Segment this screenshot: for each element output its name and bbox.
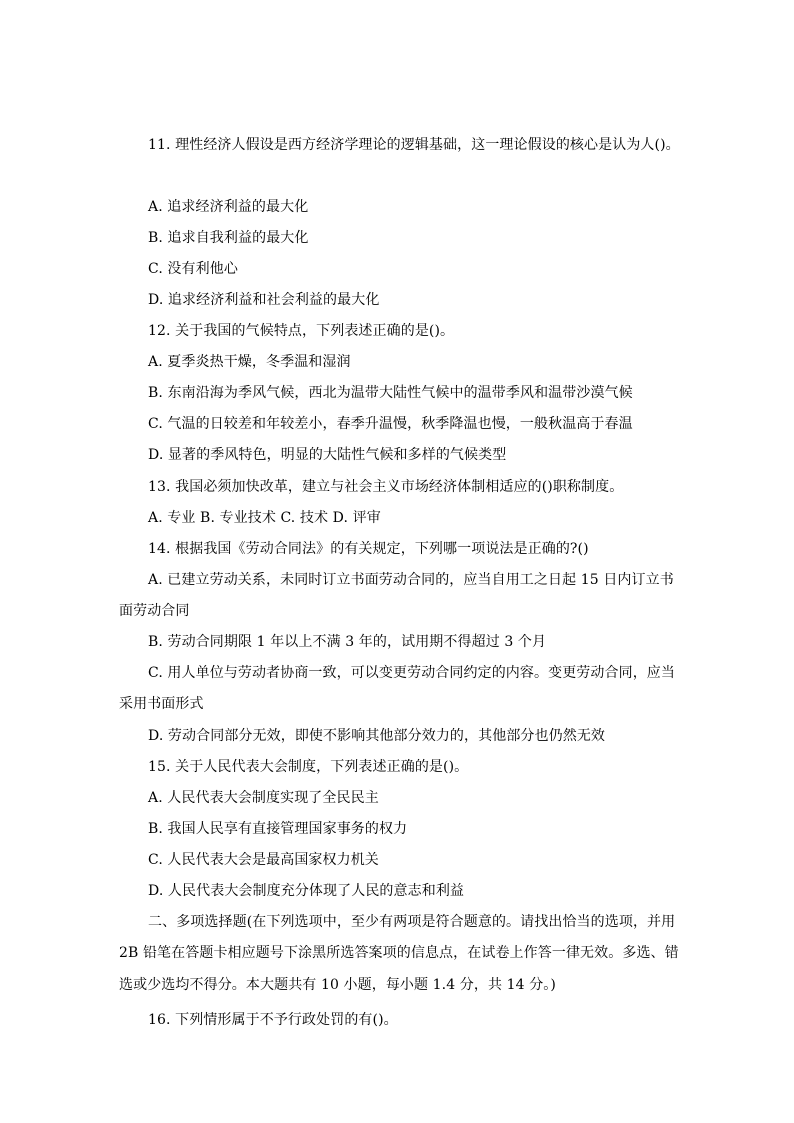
question-12-option-c: C. 气温的日较差和年较差小，春季升温慢，秋季降温也慢，一般秋温高于春温 (148, 416, 633, 432)
question-11-stem: 11. 理性经济人假设是西方经济学理论的逻辑基础，这一理论假设的核心是认为人()。 (148, 137, 680, 153)
question-15-option-c: C. 人民代表大会是最高国家权力机关 (148, 852, 379, 868)
question-12-option-b: B. 东南沿海为季风气候，西北为温带大陆性气候中的温带季风和温带沙漠气候 (148, 385, 633, 401)
question-13-options: A. 专业 B. 专业技术 C. 技术 D. 评审 (148, 510, 381, 526)
question-15-option-a: A. 人民代表大会制度实现了全民民主 (148, 790, 379, 806)
question-11-option-a: A. 追求经济利益的最大化 (148, 199, 309, 215)
question-12-stem: 12. 关于我国的气候特点，下列表述正确的是()。 (148, 323, 455, 339)
question-14-option-d: D. 劳动合同部分无效，即使不影响其他部分效力的，其他部分也仍然无效 (148, 728, 606, 744)
question-14-option-a-continued: 面劳动合同 (119, 603, 190, 619)
question-15-option-b: B. 我国人民享有直接管理国家事务的权力 (148, 821, 408, 837)
question-11-option-d: D. 追求经济利益和社会利益的最大化 (148, 292, 380, 308)
question-11-option-b: B. 追求自我利益的最大化 (148, 230, 309, 246)
question-14-option-c: C. 用人单位与劳动者协商一致，可以变更劳动合同约定的内容。变更劳动合同，应当 (148, 665, 676, 681)
question-16-stem: 16. 下列情形属于不予行政处罚的有()。 (148, 1012, 398, 1028)
question-13-stem: 13. 我国必须加快改革，建立与社会主义市场经济体制相适应的()职称制度。 (148, 479, 624, 495)
question-12-option-d: D. 显著的季风特色，明显的大陆性气候和多样的气候类型 (148, 447, 507, 463)
section-2-instructions-line-3: 选或少选均不得分。本大题共有 10 小题，每小题 1.4 分，共 14 分。) (119, 977, 556, 993)
question-14-option-c-continued: 采用书面形式 (119, 696, 204, 712)
question-14-option-b: B. 劳动合同期限 1 年以上不满 3 年的，试用期不得超过 3 个月 (148, 634, 547, 650)
question-14-stem: 14. 根据我国《劳动合同法》的有关规定，下列哪一项说法是正确的?() (148, 541, 589, 557)
question-15-option-d: D. 人民代表大会制度充分体现了人民的意志和利益 (148, 883, 465, 899)
question-14-option-a: A. 已建立劳动关系，未同时订立书面劳动合同的，应当自用工之日起 15 日内订立书 (148, 572, 674, 588)
question-12-option-a: A. 夏季炎热干燥，冬季温和湿润 (148, 354, 351, 370)
section-2-instructions-line-2: 2B 铅笔在答题卡相应题号下涂黑所选答案项的信息点，在试卷上作答一律无效。多选、错 (119, 945, 679, 961)
question-15-stem: 15. 关于人民代表大会制度，下列表述正确的是()。 (148, 759, 469, 775)
section-2-heading: 二、多项选择题(在下列选项中，至少有两项是符合题意的。请找出恰当的选项，并用 (148, 914, 676, 930)
question-11-option-c: C. 没有利他心 (148, 261, 238, 277)
